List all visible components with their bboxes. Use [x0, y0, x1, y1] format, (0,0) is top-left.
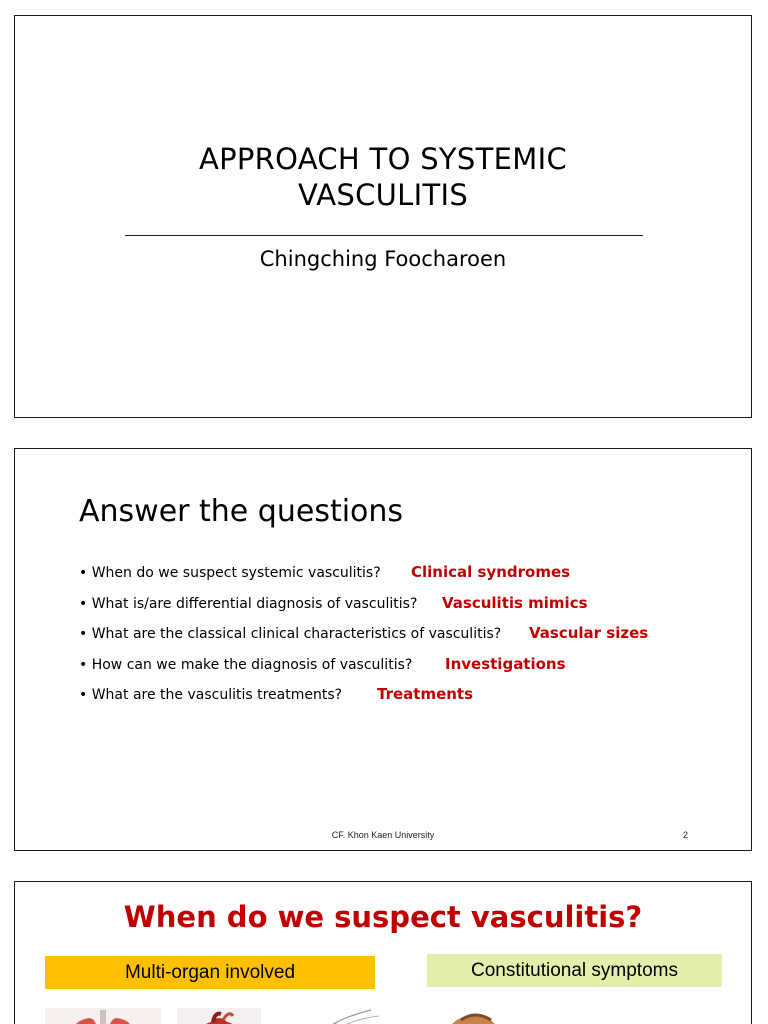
suspect-vasculitis-slide: [14, 881, 752, 1024]
slide-title: [15, 141, 751, 213]
question-text: • What is/are differential diagnosis of vasculitis?: [79, 596, 417, 612]
question-text: • When do we suspect systemic vasculitis?: [79, 565, 381, 581]
list-item: [79, 593, 588, 627]
vessel-sketch-icon: [291, 1008, 381, 1024]
question-list: [79, 563, 649, 718]
slide-heading: When do we suspect vasculitis?: [123, 900, 643, 934]
page-number: 2: [683, 830, 689, 840]
list-item: [79, 624, 649, 657]
questions-slide: [14, 448, 752, 851]
slide-title-line-1: APPROACH TO SYSTEMIC: [198, 142, 568, 176]
question-text: • What are the vasculitis treatments?: [79, 687, 342, 703]
slide-title-line-2: VASCULITIS: [297, 178, 469, 212]
title-divider: [125, 235, 643, 236]
slide-heading: Answer the questions: [79, 494, 404, 529]
answer-label: Investigations: [445, 654, 566, 673]
patient-illustration-icon: [441, 1008, 521, 1024]
question-text: • What are the classical clinical characteristics of vasculitis?: [79, 626, 501, 642]
list-item: [79, 563, 571, 596]
answer-label: Vasculitis mimics: [442, 593, 588, 612]
list-item: [79, 654, 566, 688]
answer-label: Clinical syndromes: [411, 563, 571, 581]
multi-organ-box: Multi-organ involved: [45, 956, 375, 989]
question-text: • How can we make the diagnosis of vasculitis?: [79, 657, 412, 673]
answer-label: Vascular sizes: [529, 624, 649, 642]
lungs-icon: [45, 1008, 161, 1024]
title-slide: [14, 15, 752, 418]
heart-icon: [177, 1008, 261, 1024]
list-item: [79, 687, 501, 718]
author-name: Chingching Foocharoen: [259, 247, 507, 271]
constitutional-symptoms-box: Constitutional symptoms: [427, 954, 722, 987]
slide-footer: CF. Khon Kaen University: [331, 830, 435, 840]
answer-label: Treatments: [377, 685, 474, 703]
